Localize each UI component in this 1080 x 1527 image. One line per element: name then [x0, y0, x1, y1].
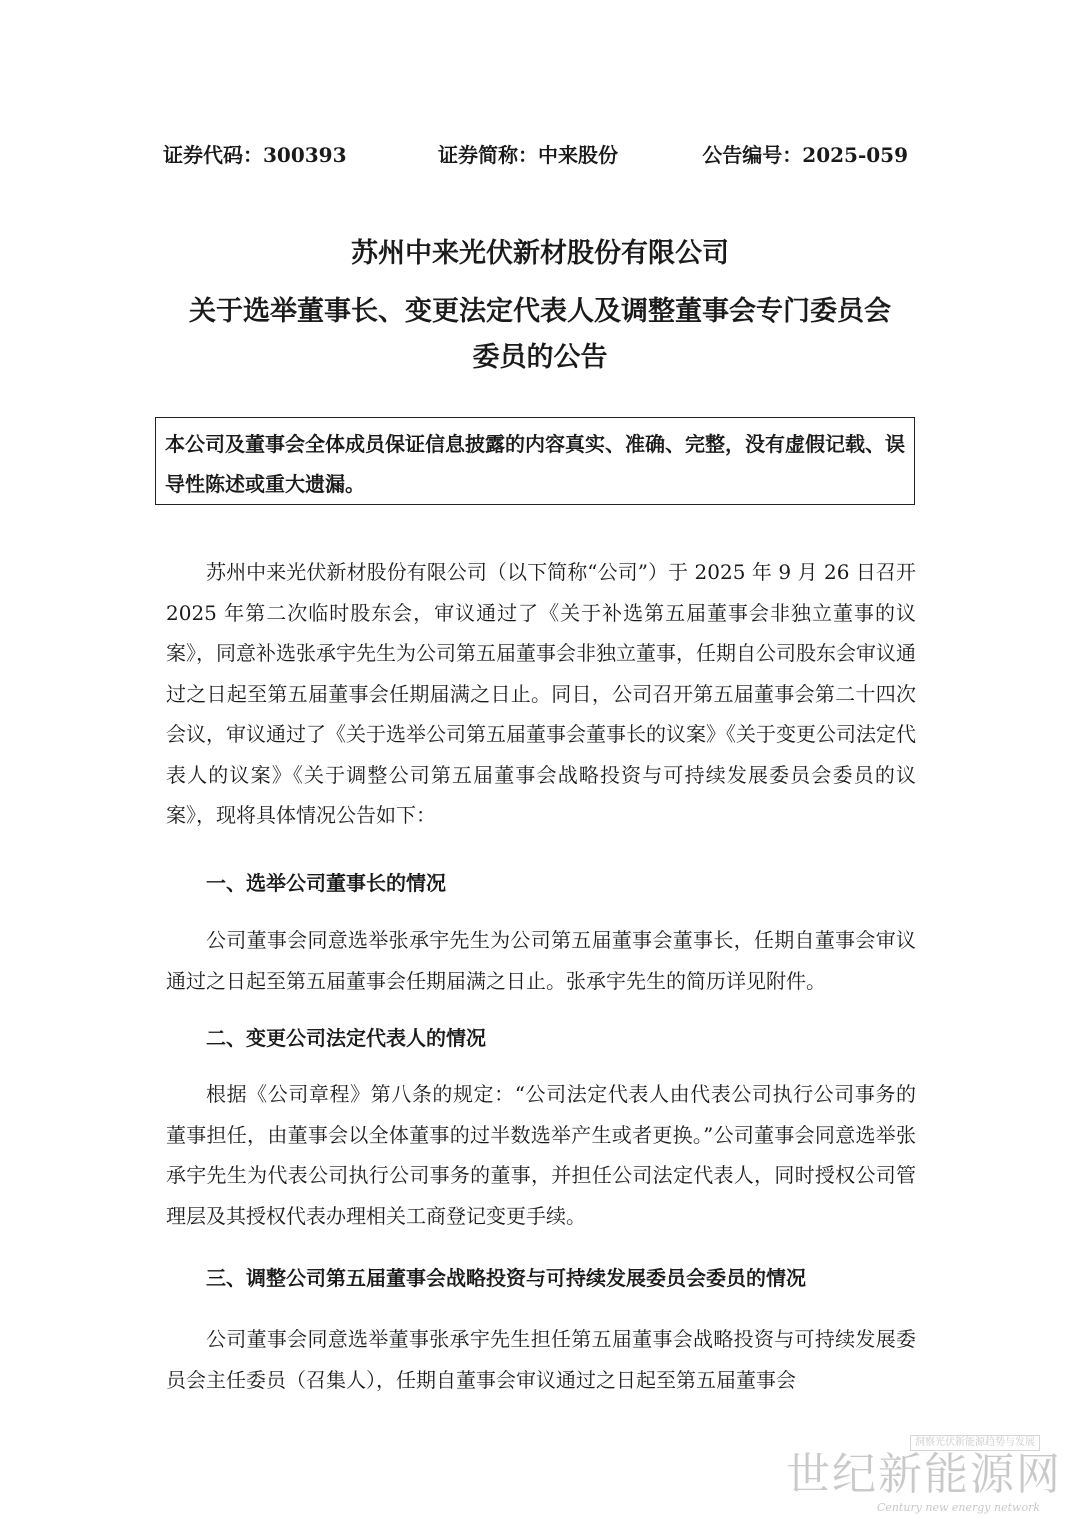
- section-2-heading: 二、变更公司法定代表人的情况: [206, 1026, 486, 1050]
- watermark-tagline: 洞察光伏新能源趋势与发展: [910, 1435, 1040, 1451]
- section-2-paragraph: 根据《公司章程》第八条的规定：“公司法定代表人由代表公司执行公司事务的董事担任，由董事会以全体董事的过半数选举产生或者更换。”公司董事会同意选举张承宇先生为代表公司执行公司事务的董事，并担任公司法定代表人，同时授权公司管理层及其授权代表办理相关工商登记变更手续。: [166, 1082, 916, 1228]
- document-header: [163, 140, 908, 170]
- intro-paragraph: 苏州中来光伏新材股份有限公司（以下简称“公司”）于 2025 年 9 月 26 日召开 2025 年第二次临时股东会，审议通过了《关于补选第五届董事会非独立董事的议案》，同意补选张承宇先生为公司第五届董事会非独立董事，任期自公司股东会审议通过之日起至第五届董事会任期届满之日止。同日，公司召开第五届董事会第二十四次会议，审议通过了《关于选举公司第五届董事会董事长的议案》《关于变更公司法定代表人的议案》《关于调整公司第五届董事会战略投资与可持续发展委员会委员的议案》，现将具体情况公告如下：: [166, 560, 916, 827]
- section-3-heading: 三、调整公司第五届董事会战略投资与可持续发展委员会委员的情况: [206, 1266, 806, 1290]
- section-1-paragraph: 公司董事会同意选举张承宇先生为公司第五届董事会董事长，任期自董事会审议通过之日起至第五届董事会任期届满之日止。张承宇先生的简历详见附件。: [166, 928, 916, 993]
- announcement-title-line-2: 委员的公告: [472, 342, 608, 373]
- company-name-title: 苏州中来光伏新材股份有限公司: [351, 238, 729, 269]
- disclosure-notice-box: 本公司及董事会全体成员保证信息披露的内容真实、准确、完整，没有虚假记载、误导性陈述或重大遗漏。: [155, 417, 915, 505]
- section-3-paragraph: 公司董事会同意选举董事张承宇先生担任第五届董事会战略投资与可持续发展委员会主任委员（召集人），任期自董事会审议通过之日起至第五届董事会: [166, 1327, 916, 1392]
- watermark-logo-text: 世纪新能源网: [786, 1449, 1062, 1500]
- stock-abbreviation: 证券简称：中来股份: [438, 143, 618, 167]
- stock-code: 证券代码：300393: [163, 143, 347, 167]
- watermark-english: Century new energy network: [876, 1501, 1040, 1514]
- section-1-heading: 一、选举公司董事长的情况: [206, 871, 446, 895]
- announcement-title-line-1: 关于选举董事长、变更法定代表人及调整董事会专门委员会: [189, 296, 891, 327]
- watermark: [786, 1435, 1062, 1517]
- announcement-number: 公告编号：2025-059: [702, 143, 908, 167]
